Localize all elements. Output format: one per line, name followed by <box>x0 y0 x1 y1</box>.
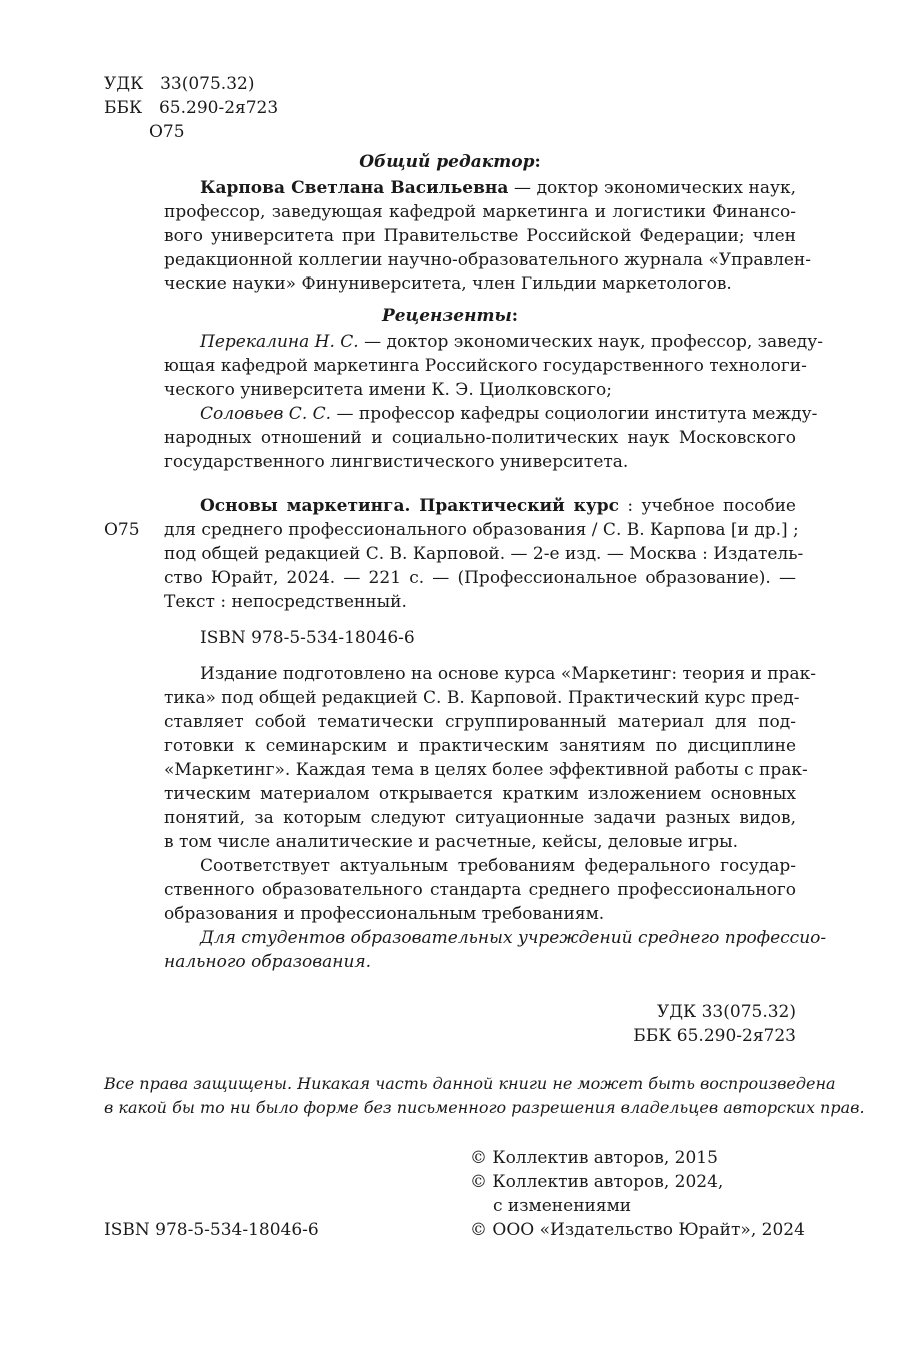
udk-label: УДК <box>104 74 144 94</box>
editor-line-5: ческие науки» Финуниверситета, член Гильдии маркетологов. <box>164 274 732 294</box>
annotation-p1-line-8: в том числе аналитические и расчетные, кейсы, деловые игры. <box>164 832 739 852</box>
reviewer1-line-1: Перекалина Н. С. — доктор экономических наук, профессор, заведу- <box>200 332 823 352</box>
bbk-label: ББК <box>104 98 143 118</box>
copyright-line-2-cont: с изменениями <box>493 1196 632 1216</box>
author-sign: О75 <box>149 122 185 142</box>
annotation-p1-line-5: «Маркетинг». Каждая тема в целях более эффективной работы с прак- <box>164 760 808 780</box>
annotation-p2-line-1: Соответствует актуальным требованиям федерального государ- <box>200 856 796 876</box>
editor-line-2: профессор, заведующая кафедрой маркетинга и логистики Финансо- <box>164 202 796 222</box>
reviewer2-name: Соловьев С. С. <box>200 404 332 424</box>
bbk-line <box>104 96 278 120</box>
reviewer1-line-3: ческого университета имени К. Э. Циолковского; <box>164 380 612 400</box>
reviewers-heading: Рецензенты: <box>381 306 519 326</box>
editor-line-3: вого университета при Правительстве Российской Федерации; член <box>164 226 796 246</box>
copyright-symbol: © <box>470 1172 487 1192</box>
reviewer1-line-2: ющая кафедрой маркетинга Российского государственного технологи- <box>164 356 807 376</box>
reviewer2-line-3: государственного лингвистического университета. <box>164 452 629 472</box>
annotation-p3-line-1: Для студентов образовательных учреждений среднего профессио- <box>200 928 827 948</box>
reviewer2-line-1: Соловьев С. С. — профессор кафедры социологии института между- <box>200 404 818 424</box>
annotation-p1-line-7: понятий, за которым следуют ситуационные задачи разных видов, <box>164 808 796 828</box>
bbk-value: 65.290-2я723 <box>158 98 279 118</box>
reviewer1-name: Перекалина Н. С. <box>200 332 359 352</box>
copyright-line-3: © ООО «Издательство Юрайт», 2024 <box>470 1220 805 1240</box>
biblio-line-1: Основы маркетинга. Практический курс : учебное пособие <box>200 496 796 516</box>
annotation-p1-line-1: Издание подготовлено на основе курса «Маркетинг: теория и прак- <box>200 664 816 684</box>
bottom-bbk: ББК 65.290-2я723 <box>633 1026 796 1046</box>
udk-value: 33(075.32) <box>160 74 255 94</box>
book-title: Основы маркетинга. Практический курс <box>200 496 620 516</box>
udk-line <box>104 72 254 96</box>
biblio-isbn: ISBN 978-5-534-18046-6 <box>200 628 415 648</box>
biblio-line-4: ство Юрайт, 2024. — 221 с. — (Профессиональное образование). — <box>164 568 796 588</box>
isbn-bottom: ISBN 978-5-534-18046-6 <box>104 1220 319 1240</box>
rights-line-1: Все права защищены. Никакая часть данной книги не может быть воспроизведена <box>104 1074 836 1093</box>
editor-name: Карпова Светлана Васильевна <box>200 178 509 198</box>
biblio-line-3: под общей редакцией С. В. Карповой. — 2-е изд. — Москва : Издатель- <box>164 544 804 564</box>
reviewer2-line-2: народных отношений и социально-политических наук Московского <box>164 428 796 448</box>
copyright-line-2: © Коллектив авторов, 2024, <box>470 1172 724 1192</box>
annotation-p1-line-4: готовки к семинарским и практическим занятиям по дисциплине <box>164 736 796 756</box>
biblio-line-5: Текст : непосредственный. <box>164 592 407 612</box>
editor-line-1: Карпова Светлана Васильевна — доктор экономических наук, <box>200 178 797 198</box>
editor-line-4: редакционной коллегии научно-образовательного журнала «Управлен- <box>164 250 812 270</box>
annotation-p1-line-3: ставляет собой тематически сгруппированный материал для под- <box>164 712 796 732</box>
annotation-p2-line-2: ственного образовательного стандарта среднего профессионального <box>164 880 796 900</box>
editor-heading: Общий редактор: <box>359 152 541 172</box>
bottom-udk: УДК 33(075.32) <box>656 1002 796 1022</box>
copyright-line-1: © Коллектив авторов, 2015 <box>470 1148 718 1168</box>
copyright-symbol: © <box>470 1220 487 1240</box>
rights-line-2: в какой бы то ни было форме без письменного разрешения владельцев авторских прав. <box>104 1098 865 1117</box>
annotation-p1-line-2: тика» под общей редакцией С. В. Карповой. Практический курс пред- <box>164 688 800 708</box>
biblio-margin-sign: О75 <box>104 520 140 540</box>
copyright-symbol: © <box>470 1148 487 1168</box>
annotation-p2-line-3: образования и профессиональным требованиям. <box>164 904 605 924</box>
annotation-p1-line-6: тическим материалом открывается кратким изложением основных <box>164 784 796 804</box>
annotation-p3-line-2: нального образования. <box>164 952 372 972</box>
biblio-line-2: для среднего профессионального образования / С. В. Карпова [и др.] ; <box>164 520 799 540</box>
